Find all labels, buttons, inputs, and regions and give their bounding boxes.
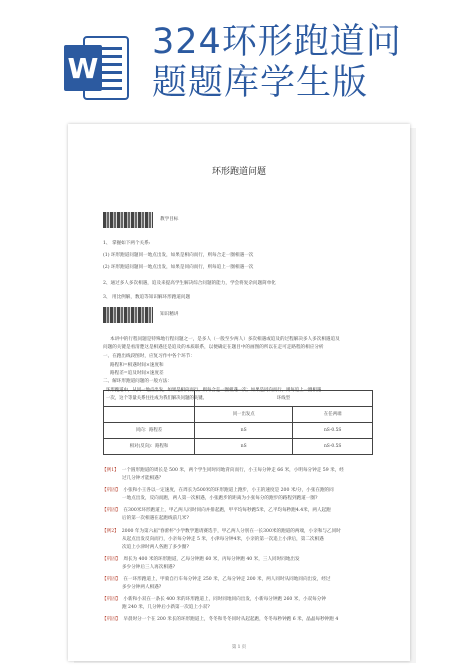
example-text: 后的第一次相遇在起跑线前几米? bbox=[122, 516, 189, 521]
example-text: 小张和小王各以一定速度，在周长为500米的环形跑道上跑步，小王的速度是 200 米/分，小张在跑的同 bbox=[123, 488, 334, 493]
rule-line: 二、解环形跑道问题的一般方法： bbox=[103, 379, 172, 384]
banner-title bbox=[152, 22, 452, 104]
example-line bbox=[122, 584, 161, 591]
banner-title-line1: 324环形跑道问 bbox=[152, 22, 402, 62]
example-text: 早晨时分一个在 200 米长的环形跑道上，冬冬和冬冬同时从起起跑，冬冬每秒钟跑 6 米，晶晶每秒钟跑 4 bbox=[123, 617, 339, 622]
banner bbox=[0, 0, 474, 118]
example-tag: 【巩固】 bbox=[102, 488, 121, 493]
example-line bbox=[102, 487, 334, 494]
example-line bbox=[122, 515, 189, 522]
example-tag: 【巩固】 bbox=[102, 597, 121, 602]
table-cell: 同向：路程差 bbox=[104, 423, 195, 439]
example-tag: 【例2】 bbox=[102, 529, 119, 534]
example-tag: 【例1】 bbox=[102, 468, 119, 473]
example-line bbox=[102, 467, 344, 474]
example-line bbox=[102, 616, 338, 623]
example-text: 次追上小津时两人各跑了多少圈? bbox=[122, 545, 189, 550]
example-tag: 【巩固】 bbox=[102, 557, 121, 562]
example-line bbox=[122, 604, 210, 611]
example-line bbox=[102, 596, 326, 603]
example-text: 2000 年为第六届"春蕾杯"小学数学邀请赛选手，甲乙两人分别在一长300米的跑道的两端，小亲和与乙同时 bbox=[121, 529, 341, 534]
page-number: 第 1 页 bbox=[231, 645, 247, 650]
table-subheader-cell bbox=[104, 407, 195, 423]
example-line bbox=[122, 544, 189, 551]
table-subheader-cell: 在任两端 bbox=[293, 407, 373, 423]
section-banner-image bbox=[103, 212, 153, 228]
example-line bbox=[122, 475, 163, 482]
example-text: 一地点出发，反向而跑，两人第一次相遇，小张跑步的距离为小张每分的跑步的路程到跑道一圈? bbox=[122, 496, 318, 501]
table-subheader-cell: 同一出发点 bbox=[195, 407, 293, 423]
goal-line: (1) 环形跑道问题同一地点出发，如果是相向而行，则每合走一圈相遇一次 bbox=[103, 253, 254, 258]
example-tag: 【巩固】 bbox=[102, 617, 121, 622]
example-line bbox=[102, 528, 341, 535]
table-overlay-line: 环形跑道中，从同一地点出发，如果是相向而行，则每合走一圈相遇一次；如果是同向而行，则每追上一圈相遇 bbox=[106, 388, 322, 393]
formula-line: 路程和=相遇时间×速度和 bbox=[110, 363, 164, 368]
word-logo-letter: W bbox=[67, 52, 99, 85]
example-line bbox=[102, 556, 300, 563]
section-label-goals: 教学目标 bbox=[160, 217, 179, 222]
section-label-knowledge: 知识精讲 bbox=[160, 312, 179, 317]
example-text: 跑 240 米，几分钟后小新第一次追上小双? bbox=[122, 605, 210, 610]
example-text: 小新和小双在一条长 400 米的环形跑道上，同时同地同向出发，小新每分钟跑 260 米，小双每分钟 bbox=[123, 597, 326, 602]
example-line bbox=[122, 495, 317, 502]
goal-line: (2) 环形跑道问题同一地点出发，如果是同向而行，则每追上一圈相遇一次 bbox=[103, 265, 254, 270]
example-line bbox=[122, 536, 324, 543]
example-line bbox=[102, 507, 331, 514]
knowledge-line: 本讲中的行程问题是特殊地行程问题之一，是多人（一般至少两人）多次相遇或追及的过程解决多人多次相遇追及 bbox=[110, 337, 340, 342]
example-tag: 【巩固】 bbox=[102, 577, 121, 582]
table-cell: nS-0.5S bbox=[293, 423, 373, 439]
example-text: 多少分钟后三人再次相遇? bbox=[122, 565, 175, 570]
example-text: 过几分钟才能相遇？ bbox=[122, 476, 164, 481]
table-cell: nS-0.5S bbox=[293, 439, 373, 455]
example-text: 从起点出发反向而行，小亲每分钟走 5 米，小津每分钟4米，小亲的第一次追上小津后，第二次相遇 bbox=[122, 537, 324, 542]
table-cell: 相对(反向)：路程和 bbox=[104, 439, 195, 455]
banner-title-line2: 题题库学生版 bbox=[152, 63, 369, 103]
table-overlay-line: 一次，这个等量关系往往成为我们解决问题的关键。 bbox=[106, 396, 207, 401]
document-page bbox=[68, 124, 410, 661]
example-line bbox=[122, 564, 175, 571]
knowledge-line: 一、在跑出线段图时，应复习作中各个环节： bbox=[103, 354, 195, 359]
document-title: 环形跑道问题 bbox=[211, 167, 266, 177]
example-text: 在300米环形跑道上，甲乙两人同时同向并排起跑，甲平均每秒跑5米，乙平均每秒跑4.4米，两人起跑 bbox=[123, 508, 331, 513]
table-cell: nS bbox=[195, 423, 293, 439]
word-icon bbox=[62, 33, 130, 103]
formula-line: 路程差=追及时间×速度差 bbox=[110, 371, 164, 376]
example-line bbox=[102, 576, 331, 583]
example-text: 在一环形跑道上，甲骑自行车每分钟走 250 米，乙每分钟走 200 米，两人同时从同地同向出发，经过 bbox=[123, 577, 331, 582]
table-cell: nS bbox=[195, 439, 293, 455]
goal-line: 3、 用比例解，数追等知识解环形跑道问题 bbox=[103, 295, 191, 300]
example-text: 周长为 400 米的环形跑道，乙每分钟跑 60 米，丙每分钟跑 40 米，三人同时同地出发 bbox=[123, 557, 300, 562]
knowledge-line: 问题的关键是看清楚这是相遇还是追及的本质联系，以便确定在题目中的画图的所以在走可走路程的相应分析 bbox=[103, 345, 324, 350]
example-text: 一个圆形跑道的周长是 500 米，两个学生同时同地背向而行，小王每分钟走 66 米，小明每分钟走 59 米，经 bbox=[121, 468, 344, 473]
goal-line: 2、通过多人多次相遇，追及来提高学生解决综合问题的能力，学会将复杂问题简单化 bbox=[103, 281, 276, 286]
section-banner-image bbox=[103, 307, 153, 323]
table-header-cell: 环线型 bbox=[195, 391, 373, 407]
goal-line: 1、 掌握如下两个关系: bbox=[103, 241, 151, 246]
example-tag: 【巩固】 bbox=[102, 508, 121, 513]
example-text: 多少分钟两人相遇? bbox=[122, 585, 162, 590]
